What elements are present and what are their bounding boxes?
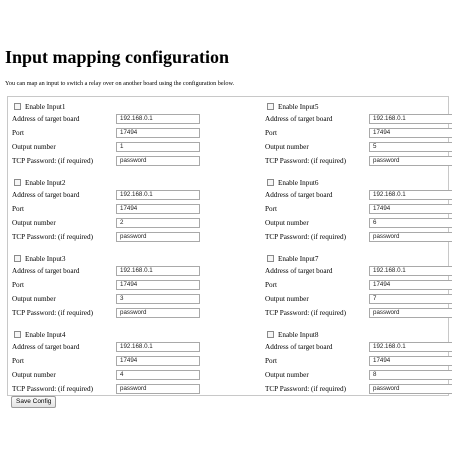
port-field-input-3[interactable]: 17494 (116, 280, 200, 290)
enable-input-4-checkbox[interactable] (12, 329, 66, 340)
address-field-input-7[interactable]: 192.168.0.1 (369, 266, 452, 276)
input-mapping-form (7, 96, 449, 396)
output-number-field-label: Output number (265, 143, 309, 151)
tcp-password-field-input-4[interactable]: password (116, 384, 200, 394)
port-field-row (10, 280, 210, 291)
address-field-label: Address of target board (265, 115, 333, 123)
address-field-label: Address of target board (12, 267, 80, 275)
address-field-input-5[interactable]: 192.168.0.1 (369, 114, 452, 124)
address-field-row (263, 266, 452, 277)
output-number-field-input-3[interactable]: 3 (116, 294, 200, 304)
port-field-input-2[interactable]: 17494 (116, 204, 200, 214)
tcp-password-field-label: TCP Password: (if required) (12, 157, 93, 165)
enable-input-1-checkbox[interactable] (12, 101, 66, 112)
tcp-password-field-row (263, 156, 452, 167)
address-field-row (10, 342, 210, 353)
port-field-label: Port (12, 357, 24, 365)
checkbox-icon[interactable] (14, 331, 21, 338)
enable-input-label: Enable Input1 (25, 102, 66, 111)
address-field-row (263, 342, 452, 353)
output-number-field-input-8[interactable]: 8 (369, 370, 452, 380)
enable-input-8-checkbox[interactable] (265, 329, 319, 340)
output-number-field-row (263, 294, 452, 305)
port-field-row (10, 204, 210, 215)
port-field-input-7[interactable]: 17494 (369, 280, 452, 290)
tcp-password-field-label: TCP Password: (if required) (12, 309, 93, 317)
tcp-password-field-input-7[interactable]: password (369, 308, 452, 318)
address-field-label: Address of target board (12, 191, 80, 199)
address-field-label: Address of target board (265, 343, 333, 351)
tcp-password-field-row (10, 384, 210, 395)
port-field-label: Port (265, 357, 277, 365)
address-field-row (10, 266, 210, 277)
output-number-field-row (10, 370, 210, 381)
output-number-field-row (263, 218, 452, 229)
output-number-field-row (10, 142, 210, 153)
tcp-password-field-row (10, 156, 210, 167)
address-field-label: Address of target board (12, 343, 80, 351)
port-field-row (263, 128, 452, 139)
port-field-row (10, 356, 210, 367)
tcp-password-field-row (263, 308, 452, 319)
enable-input-2-checkbox[interactable] (12, 177, 66, 188)
address-field-input-8[interactable]: 192.168.0.1 (369, 342, 452, 352)
checkbox-icon[interactable] (267, 331, 274, 338)
page-title: Input mapping configuration (5, 47, 230, 67)
save-config-button[interactable]: Save Config (11, 396, 56, 408)
tcp-password-field-row (263, 384, 452, 395)
tcp-password-field-row (263, 232, 452, 243)
tcp-password-field-input-8[interactable]: password (369, 384, 452, 394)
tcp-password-field-input-6[interactable]: password (369, 232, 452, 242)
enable-input-label: Enable Input6 (278, 178, 319, 187)
port-field-label: Port (265, 205, 277, 213)
output-number-field-input-5[interactable]: 5 (369, 142, 452, 152)
tcp-password-field-label: TCP Password: (if required) (265, 309, 346, 317)
tcp-password-field-label: TCP Password: (if required) (12, 385, 93, 393)
output-number-field-input-2[interactable]: 2 (116, 218, 200, 228)
port-field-label: Port (12, 129, 24, 137)
address-field-label: Address of target board (12, 115, 80, 123)
tcp-password-field-input-3[interactable]: password (116, 308, 200, 318)
port-field-row (263, 356, 452, 367)
page-description: You can map an input to switch a relay over on another board using the configuration below. (5, 80, 235, 87)
port-field-label: Port (12, 205, 24, 213)
output-number-field-row (263, 370, 452, 381)
output-number-field-label: Output number (265, 371, 309, 379)
checkbox-icon[interactable] (267, 255, 274, 262)
address-field-input-4[interactable]: 192.168.0.1 (116, 342, 200, 352)
tcp-password-field-input-1[interactable]: password (116, 156, 200, 166)
port-field-input-8[interactable]: 17494 (369, 356, 452, 366)
address-field-row (10, 114, 210, 125)
checkbox-icon[interactable] (14, 103, 21, 110)
output-number-field-label: Output number (265, 219, 309, 227)
checkbox-icon[interactable] (267, 103, 274, 110)
port-field-label: Port (265, 129, 277, 137)
address-field-input-3[interactable]: 192.168.0.1 (116, 266, 200, 276)
port-field-label: Port (12, 281, 24, 289)
port-field-input-5[interactable]: 17494 (369, 128, 452, 138)
address-field-label: Address of target board (265, 191, 333, 199)
output-number-field-row (263, 142, 452, 153)
enable-input-label: Enable Input8 (278, 330, 319, 339)
output-number-field-label: Output number (12, 143, 56, 151)
enable-input-7-checkbox[interactable] (265, 253, 319, 264)
enable-input-label: Enable Input2 (25, 178, 66, 187)
address-field-row (263, 114, 452, 125)
port-field-input-4[interactable]: 17494 (116, 356, 200, 366)
port-field-row (263, 280, 452, 291)
port-field-label: Port (265, 281, 277, 289)
checkbox-icon[interactable] (267, 179, 274, 186)
output-number-field-row (10, 294, 210, 305)
enable-input-6-checkbox[interactable] (265, 177, 319, 188)
port-field-row (263, 204, 452, 215)
output-number-field-label: Output number (12, 371, 56, 379)
output-number-field-row (10, 218, 210, 229)
port-field-input-1[interactable]: 17494 (116, 128, 200, 138)
checkbox-icon[interactable] (14, 255, 21, 262)
tcp-password-field-label: TCP Password: (if required) (265, 157, 346, 165)
tcp-password-field-row (10, 232, 210, 243)
address-field-input-1[interactable]: 192.168.0.1 (116, 114, 200, 124)
tcp-password-field-input-2[interactable]: password (116, 232, 200, 242)
enable-input-label: Enable Input7 (278, 254, 319, 263)
output-number-field-input-7[interactable]: 7 (369, 294, 452, 304)
enable-input-label: Enable Input3 (25, 254, 66, 263)
output-number-field-label: Output number (12, 219, 56, 227)
address-field-input-6[interactable]: 192.168.0.1 (369, 190, 452, 200)
output-number-field-input-4[interactable]: 4 (116, 370, 200, 380)
port-field-row (10, 128, 210, 139)
port-field-input-6[interactable]: 17494 (369, 204, 452, 214)
address-field-input-2[interactable]: 192.168.0.1 (116, 190, 200, 200)
output-number-field-label: Output number (12, 295, 56, 303)
enable-input-label: Enable Input5 (278, 102, 319, 111)
address-field-row (263, 190, 452, 201)
tcp-password-field-label: TCP Password: (if required) (265, 385, 346, 393)
address-field-row (10, 190, 210, 201)
tcp-password-field-input-5[interactable]: password (369, 156, 452, 166)
tcp-password-field-label: TCP Password: (if required) (12, 233, 93, 241)
checkbox-icon[interactable] (14, 179, 21, 186)
enable-input-3-checkbox[interactable] (12, 253, 66, 264)
output-number-field-input-1[interactable]: 1 (116, 142, 200, 152)
tcp-password-field-label: TCP Password: (if required) (265, 233, 346, 241)
output-number-field-label: Output number (265, 295, 309, 303)
enable-input-5-checkbox[interactable] (265, 101, 319, 112)
output-number-field-input-6[interactable]: 6 (369, 218, 452, 228)
tcp-password-field-row (10, 308, 210, 319)
address-field-label: Address of target board (265, 267, 333, 275)
enable-input-label: Enable Input4 (25, 330, 66, 339)
